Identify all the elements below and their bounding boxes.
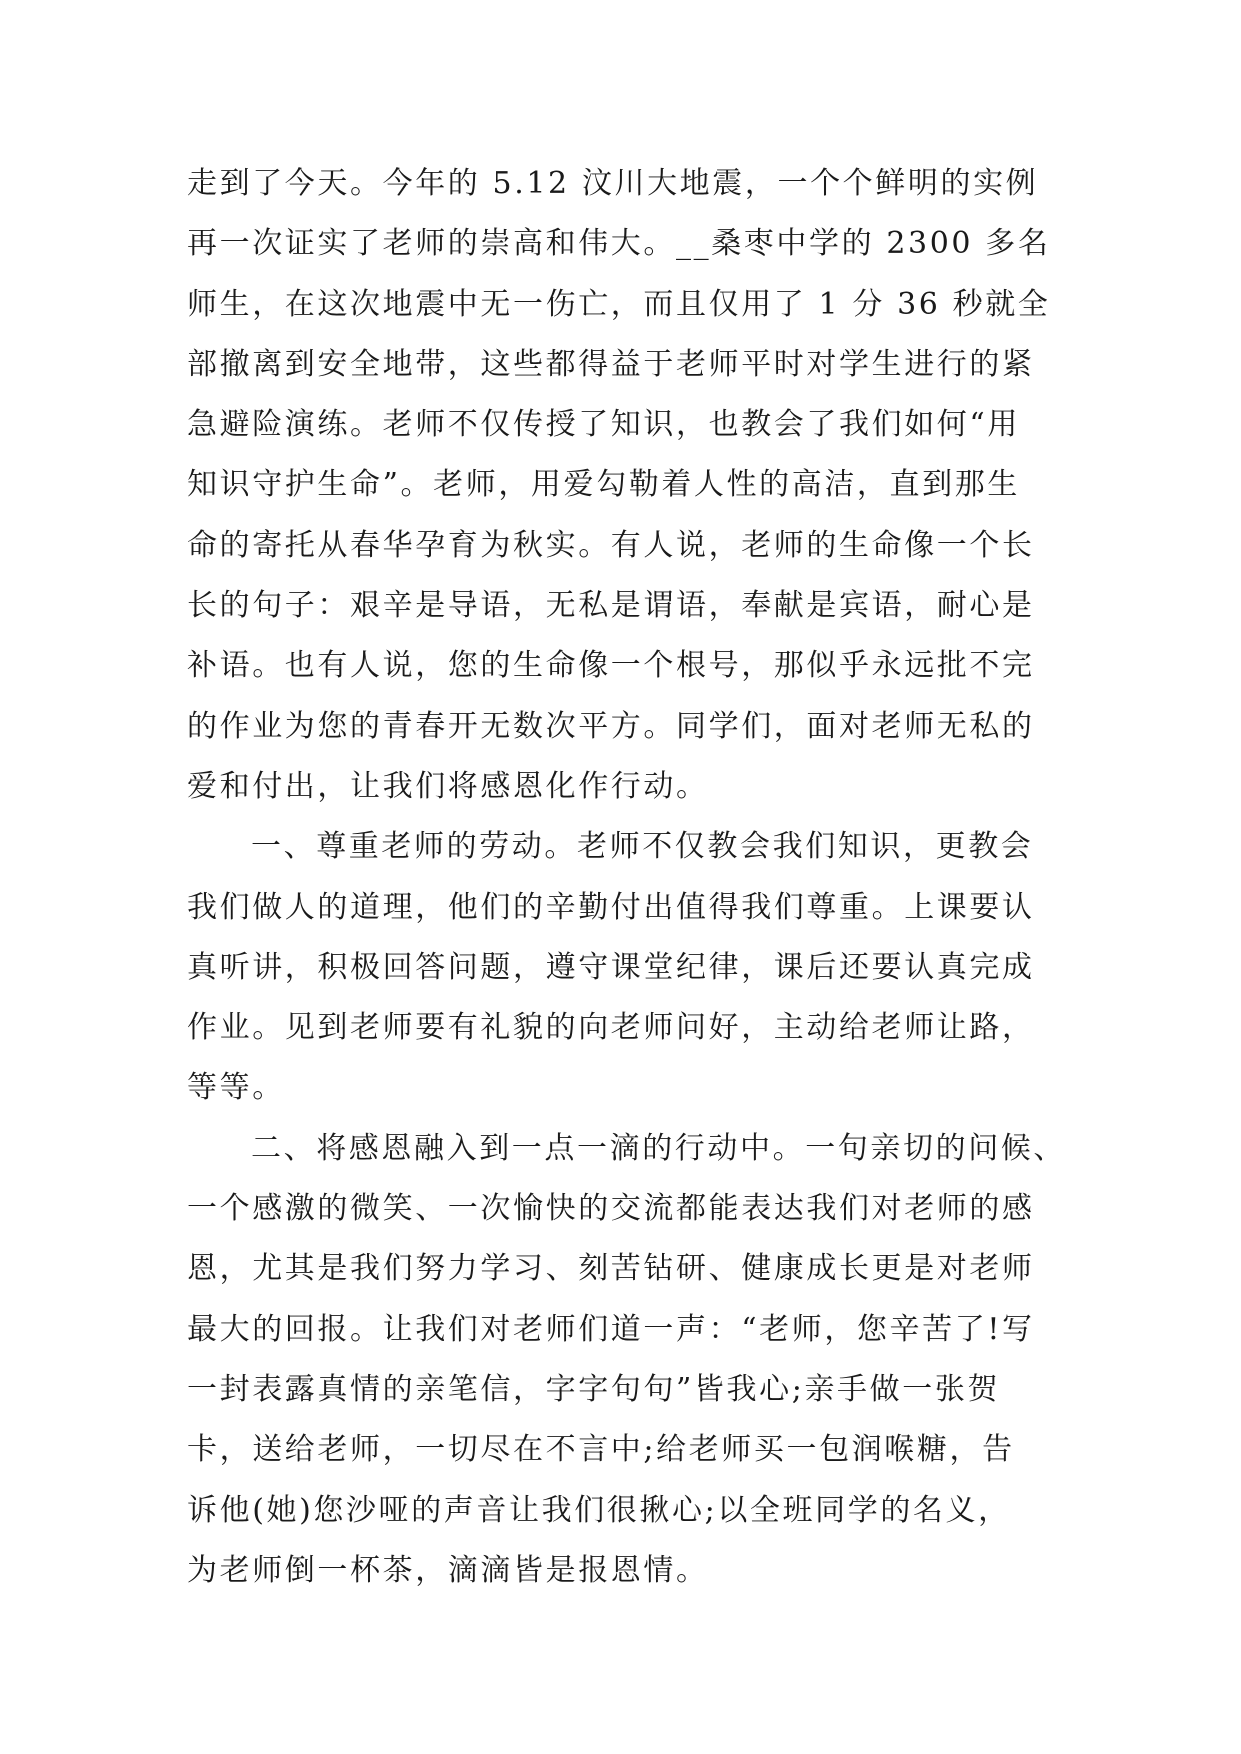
paragraph-start-line: 一、尊重老师的劳动。老师不仅教会我们知识，更教会 <box>251 829 1034 865</box>
text-line: 恩，尤其是我们努力学习、刻苦钻研、健康成长更是对老师 <box>187 1251 1035 1287</box>
text-line: 我们做人的道理，他们的辛勤付出值得我们尊重。上课要认 <box>187 889 1035 925</box>
text-line: 急避险演练。老师不仅传授了知识，也教会了我们如何“用 <box>187 407 1020 443</box>
text-line: 一封表露真情的亲笔信，字字句句”皆我心;亲手做一张贺 <box>187 1371 1001 1407</box>
text-line: 补语。也有人说，您的生命像一个根号，那似乎永远批不完 <box>187 648 1035 684</box>
text-line: 再一次证实了老师的崇高和伟大。__桑枣中学的 2300 多名 <box>187 226 1051 262</box>
text-line: 命的寄托从春华孕育为秋实。有人说，老师的生命像一个长 <box>187 527 1035 563</box>
text-line: 部撤离到安全地带，这些都得益于老师平时对学生进行的紧 <box>187 346 1035 382</box>
text-line: 走到了今天。今年的 5.12 汶川大地震，一个个鲜明的实例 <box>187 166 1039 201</box>
text-line: 等等。 <box>187 1070 285 1106</box>
text-line: 知识守护生命”。老师，用爱勾勒着人性的高洁，直到那生 <box>187 467 1020 503</box>
text-line: 最大的回报。让我们对老师们道一声：“老师，您辛苦了!写 <box>187 1311 1035 1347</box>
text-line: 真听讲，积极回答问题，遵守课堂纪律，课后还要认真完成 <box>187 949 1035 985</box>
text-line: 爱和付出，让我们将感恩化作行动。 <box>187 768 709 804</box>
text-line: 作业。见到老师要有礼貌的向老师问好，主动给老师让路， <box>187 1010 1035 1046</box>
paragraph-start-line: 二、将感恩融入到一点一滴的行动中。一句亲切的问候、 <box>251 1130 1066 1166</box>
body-text <box>187 154 1066 1601</box>
text-line: 师生，在这次地震中无一伤亡，而且仅用了 1 分 36 秒就全 <box>187 286 1051 322</box>
text-line: 长的句子：艰辛是导语，无私是谓语，奉献是宾语，耐心是 <box>187 588 1035 624</box>
text-line: 为老师倒一杯茶，滴滴皆是报恩情。 <box>187 1552 709 1588</box>
text-line: 诉他(她)您沙哑的声音让我们很揪心;以全班同学的名义， <box>187 1492 1011 1528</box>
text-line: 卡，送给老师，一切尽在不言中;给老师买一包润喉糖，告 <box>187 1432 1015 1468</box>
text-line: 一个感激的微笑、一次愉快的交流都能表达我们对老师的感 <box>187 1191 1035 1227</box>
text-line: 的作业为您的青春开无数次平方。同学们，面对老师无私的 <box>187 708 1035 744</box>
